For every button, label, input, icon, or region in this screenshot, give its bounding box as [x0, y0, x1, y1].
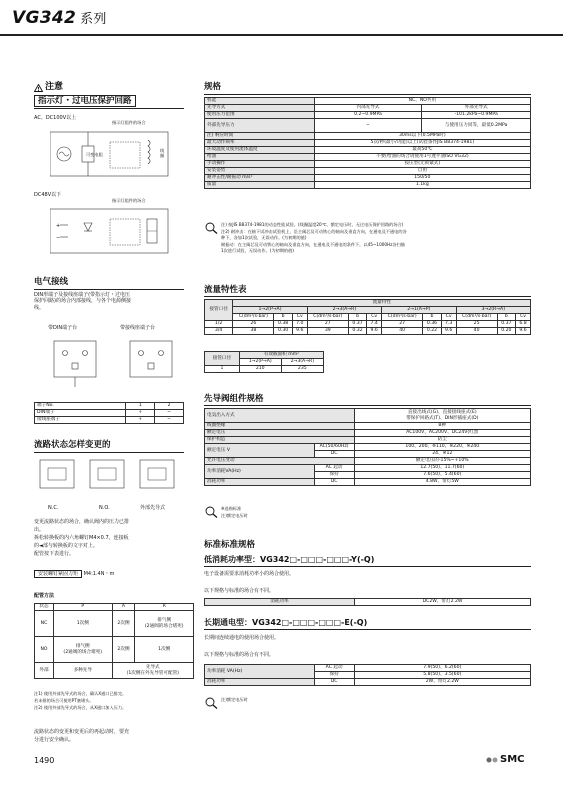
smc-mark-icon [486, 755, 498, 765]
dc-label: DC48V以下 [34, 192, 62, 198]
low-power-title: 低消耗功率型：VG342□-□□□-□□□-Y(-Q) [204, 555, 375, 564]
safety-note: 流路状态的变更和变更后的再起动时，要充 分进行安全确认。 [34, 729, 130, 743]
low-power-note: 以下规格与标准的场合有不同。 [204, 588, 275, 594]
section-flow-change: 流路状态怎样变更的 [34, 440, 184, 453]
dc-circuit-diagram [50, 205, 170, 257]
terminal-table: 端子No. 1 2 DIN端子 + − 接线座端子 + − [34, 402, 184, 424]
long-duty-title: 长期通电型：VG342□-□□□-□□□-E(-Q) [204, 618, 368, 627]
long-duty-table: 功率消耗 VA(Hz) AC 起动 7.9(50)、6.2(60) 保持 5.8(50)、3.5(60) 消耗功率 DC 2W、带灯2.2W [204, 664, 531, 686]
section-indicator-circuit: 指示灯・过电压保护回路 [34, 96, 184, 109]
spec-table: 机能 NC、NO共用 先导方式 内部先导式 外部先导式 使用压力范围 0.2~0.9MPa -101.2kPa~0.9MPa 外部先导压力 − 与使用压力同等，最低0.2MPa 注) 响应时间 30ms以下(0.5MPa时) 最大动作频率 5次/秒(最小/功能)以上(试验条件JIS B8374-1981) 环境温度及使用流体温度 最高50℃ 给油 不要(给油的场合请使用1号透平油ISO VG32) 手动操作 按压型(无锁紧式) 安装姿势 自由 耐冲击性/耐振动 m/s² 150/50 质量 1.1kg [204, 97, 531, 189]
magnifier-note-icon [204, 506, 218, 518]
flow-state-diagrams [38, 458, 178, 494]
piping-notes: 注1) 使用外部先导式的场合，确认X通口已排完。 若未排的场合可使用PT塞堵头。 注2) 使用外部先导式的场合，从X通口加入压力。 [34, 691, 127, 711]
ac-coil-label: 线圈 [160, 148, 165, 159]
magnifier-note-icon [204, 697, 218, 709]
dc-note: 指示灯组件的场合 [112, 198, 146, 203]
long-duty-note: 以下规格与标准的场合有不同。 [204, 652, 275, 658]
spec-divider [204, 94, 531, 95]
piping-table: 状态 P A R NC 1次侧 2次侧 排气侧 (2通阀的场合堵死) NO 排气侧 (2通阀的场合堵死) 2次侧 1次侧 外部 多种先导 先导式 (1次侧在外先导管可配管) [34, 603, 194, 679]
state-external-label: 外部先导式 [140, 505, 166, 511]
pilot-title: 先导阀组件规格 [204, 394, 264, 404]
warning-icon [34, 84, 43, 92]
flow-divider [204, 296, 531, 297]
ac-note: 指示灯组件的场合 [112, 120, 146, 125]
flow-change-description: 变更流路状态的场合，确认阀内的压力已排 出。 拆松转换板的内六角螺钉M4×0.7，连接板 的◄部与转换板的文字对上。 配管按下表进行。 [34, 519, 130, 557]
magnifier-note-icon [204, 222, 218, 234]
pilot-divider [204, 405, 531, 406]
std-title: 标准标准规格 [204, 540, 256, 550]
svg-text:−: − [56, 235, 61, 241]
long-duty-desc: 长期间连续通电的使用场合使用。 [204, 635, 280, 641]
ac-label: AC、DC100V以上 [34, 115, 77, 121]
section-electrical-wiring: 电气接线 [34, 277, 184, 290]
effective-area-table: 接管口径 有效截面积 mm² 1→2(P→A) 2→3(A→R) 1 210 235 [204, 351, 324, 373]
long-duty-footnote: 注)额定电压时 [204, 697, 248, 709]
svg-text:+: + [56, 223, 61, 229]
piping-title: 配管方法 [34, 593, 55, 599]
spec-title: 规格 [204, 82, 222, 92]
spec-notes: 注) 按JIS B8374-1981的动态性能试验。(线圈温度20℃、额定电压时，无过电压保护回路的场合) 注2) 耐冲击：在轴下试冲击试验机上，沿主阀芯及可动铁心的轴向及垂直方向，在通电及不通电的各 种下，各加1次试验，无误动作。(为初期的值) 耐振动：在主阀芯及可动铁心的轴向及垂直方向，在通电及不通电的条件下，以45~1000Hz各扫描 1次进行试验，无误动作。(为初期的值) [204, 222, 531, 255]
wiring-description: DIN形端子及接线座端子(带指示灯・过电压 保护回路)的场合内部接线，与各个电源侧接 线。 [34, 292, 131, 311]
din-terminal-label: 带DIN端子台 [48, 325, 78, 331]
caution-heading: ! 注意 [34, 82, 63, 93]
terminal-block-label: 带接线座端子台 [120, 325, 156, 331]
page-title: VG342 系列 [12, 8, 107, 28]
state-no-label: N.O. [99, 505, 110, 511]
flow-table: 接管口径 流量特性 1→2(P→A) 2→3(A→R) 2→1(A→P) 3→2(R→A) C(dm³/s·bar) b Cv C(dm³/s·bar) b Cv C(dm³/s·bar) b Cv C(dm³/s·bar) b Cv 1/2 26 0.38 7.0 27 0.37 7.4 27 0.36 7.3 25 0.37 6.8 3/4 38 0.30 9.6 39 0.32 9.6 40 0.22 9.6 40 0.20 9.6 [204, 299, 531, 335]
terminal-diagrams [50, 337, 190, 389]
ac-varistor-label: 可变电阻 [86, 152, 103, 157]
torque-line: 安装螺钉紧固力矩 M4:1.4N・m [34, 570, 114, 578]
page-number: 1490 [34, 756, 55, 765]
header-divider [0, 34, 563, 36]
low-power-divider [204, 566, 531, 567]
long-duty-divider [204, 629, 531, 630]
svg-text:!: ! [37, 86, 40, 92]
low-power-desc: 电子设备需要求消耗功率小的场合使用。 [204, 571, 295, 577]
low-power-table: 消耗功率 DC2W、带灯2.2W [204, 598, 531, 606]
flow-title: 流量特性表 [204, 285, 247, 295]
smc-logo: SMC [486, 754, 525, 767]
pilot-table: 电気出入方式 直接出线式(G)、直接接线座式(E) 带保护回路式(T)、DIN形插座式(D) 线圈绝缘 B种 额定电压 AC100V、AC200V、DC24V(红黑 保护构造 防尘 额定电压 V AC(50/60Hz) 100、200、※110、※220、※240 DC 24、※12 允许电压变动 额定电压的-15%~+10% 功率消耗VA(Hz) AC 起动 12.7(50)、11.7(60) 保持 7.6(50)、5.4(60) 消耗功率 DC 4.8W、带灯5W [204, 408, 531, 486]
pilot-notes: ※选购标准 注)额定电压时 [204, 506, 248, 519]
ac-circuit-diagram [50, 128, 170, 180]
state-nc-label: N.C. [48, 505, 59, 511]
